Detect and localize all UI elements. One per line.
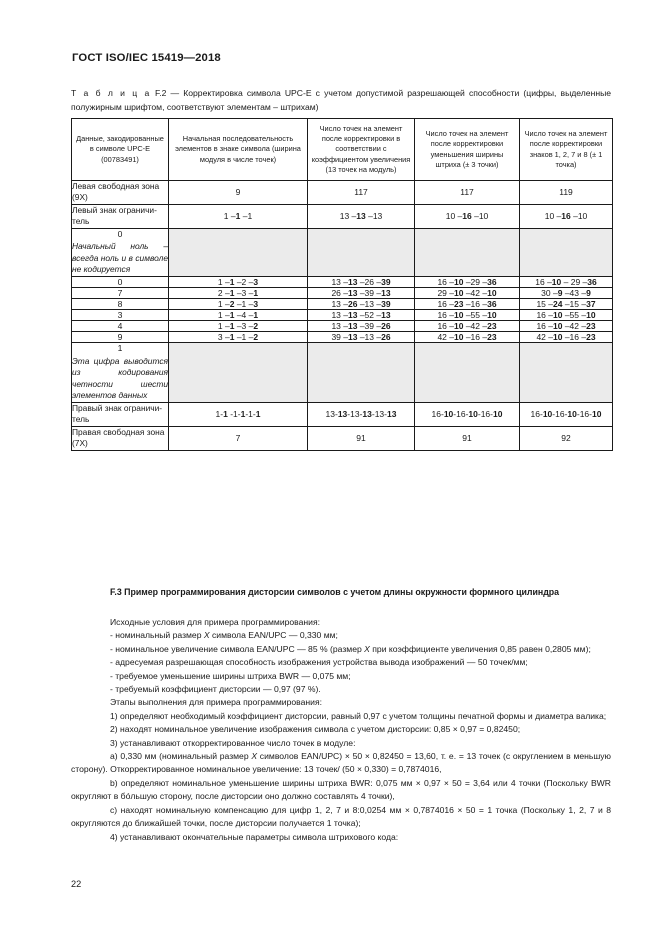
table-cell-digit: 9	[72, 332, 169, 343]
table-row	[72, 204, 613, 228]
table-cell-digit-note: 1 Эта цифра выводится из кодирования четности шести элементов данных	[72, 343, 169, 403]
table-cell-value: 42 –10 –16 –23	[415, 332, 520, 343]
table-cell-value: 29 –10 –42 –10	[415, 288, 520, 299]
table-cell-value: 13 –13 –26 –39	[308, 277, 415, 288]
table-cell-value: 26 –13 –39 –13	[308, 288, 415, 299]
table-cell-value: 3 –1 –1 –2	[169, 332, 308, 343]
table-cell-value: 16 –10 –42 –23	[415, 321, 520, 332]
table-row	[72, 181, 613, 205]
table-cell-value: 13 –13 –39 –26	[308, 321, 415, 332]
table-row	[72, 343, 613, 403]
table-cell-value: 13 –13 –13	[308, 204, 415, 228]
table-cell-value: 2 –1 –3 –1	[169, 288, 308, 299]
table-header-cell-4: Число точек на элемент после корректировки уменьшения ширины штриха (± 3 точки)	[415, 119, 520, 181]
step-3c: c) находят номинальную компенсацию для цифр 1, 2, 7 и 8:0,0254 мм × 0,7874016 × 50 = 1 точка (Поскольку 1, 2, 7 и 8 округляются до ближайшей точки, после дисторсии получается 1 точка);	[71, 804, 611, 829]
table-cell-digit-note: 0 Начальный ноль – всегда ноль и в символе не кодируется	[72, 228, 169, 276]
table-row	[72, 321, 613, 332]
table-cell-empty	[520, 343, 613, 403]
bullet-resolution: - адресуемая разрешающая способность изображения устройства вывода изображений — 50 точек/мм;	[110, 657, 528, 668]
table-cell-value: 119	[520, 181, 613, 205]
standard-header: ГОСТ ISO/IEC 15419—2018	[72, 52, 221, 64]
table-row	[72, 299, 613, 310]
bullet-bwr: - требуемое уменьшение ширины штриха BWR — 0,075 мм;	[110, 670, 351, 681]
table-cell-label: Правая свободная зона (7Х)	[72, 426, 169, 450]
paragraph-steps-intro: Этапы выполнения для примера программирования:	[110, 697, 322, 708]
table-row	[72, 288, 613, 299]
bullet-magnification: - номинальное увеличение символа EAN/UPC — 85 % (размер X при коэффициенте увеличения 0,85 равен 0,2805 мм);	[110, 643, 591, 654]
table-caption-text: — Корректировка символа UPC-E с учетом допустимой разрешающей способности (цифры, выделенные полужирным шрифтом, соответствуют элементам – штрихам)	[71, 88, 612, 112]
bullet-distortion: - требуемый коэффициент дисторсии — 0,97 (97 %).	[110, 684, 321, 695]
table-header-row	[72, 119, 613, 181]
table-cell-value: 30 –9 –43 –9	[520, 288, 613, 299]
paragraph-intro: Исходные условия для примера программирования:	[110, 617, 321, 627]
table-cell-value: 7	[169, 426, 308, 450]
table-cell-value: 39 –13 –13 –26	[308, 332, 415, 343]
table-f2	[71, 118, 613, 451]
table-row	[72, 332, 613, 343]
page-number: 22	[71, 879, 82, 889]
table-row	[72, 277, 613, 288]
body-text	[71, 616, 611, 844]
table-cell-value: 1 –1 –1	[169, 204, 308, 228]
table-caption-lead: Т а б л и ц а	[71, 88, 151, 98]
step-3b: b) определяют номинальное уменьшение ширины штриха BWR: 0,075 мм × 0,97 × 50 = 3,64 или 4 точки (Поскольку BWR округляют в бóльшую сторону, после дисторсии оно должно составлять 4 точки),	[71, 777, 611, 802]
table-cell-value: 13 –13 –52 –13	[308, 310, 415, 321]
table-header-cell-1: Данные, закодированные в символе UPC-E (00783491)	[72, 119, 169, 181]
table-body	[72, 181, 613, 451]
table-cell-empty	[415, 343, 520, 403]
table-cell-value: 16 –10 –55 –10	[415, 310, 520, 321]
table-cell-value: 16-10-16-10-16-10	[520, 402, 613, 426]
step-3: 3) устанавливают откорректированное число точек в модуле:	[110, 737, 356, 748]
table-cell-value: 117	[308, 181, 415, 205]
table-cell-value: 10 –16 –10	[415, 204, 520, 228]
table-row	[72, 426, 613, 450]
table-cell-label: Правый знак ограничи-тель	[72, 402, 169, 426]
table-cell-value: 16 –10 –42 –23	[520, 321, 613, 332]
table-cell-value: 1-1 -1-1-1-1	[169, 402, 308, 426]
table-row	[72, 402, 613, 426]
table-caption-number: F.2	[154, 88, 167, 98]
table-cell-empty	[308, 343, 415, 403]
bullet-x-size: - номинальный размер X символа EAN/UPC — 0,330 мм;	[110, 630, 338, 641]
table-cell-value: 16 –10 –55 –10	[520, 310, 613, 321]
table-cell-value: 10 –16 –10	[520, 204, 613, 228]
table-header-cell-5: Число точек на элемент после корректировки знаков 1, 2, 7 и 8 (± 1 точка)	[520, 119, 613, 181]
table-cell-empty	[308, 228, 415, 276]
table-cell-empty	[169, 228, 308, 276]
table-row	[72, 310, 613, 321]
step-1: 1) определяют необходимый коэффициент дисторсии, равный 0,97 с учетом толщины печатной формы и диаметра валика;	[110, 710, 607, 721]
table-cell-value: 13 –26 –13 –39	[308, 299, 415, 310]
table-cell-value: 117	[415, 181, 520, 205]
table-cell-empty	[520, 228, 613, 276]
step-2: 2) находят номинальное увеличение изображения символа с учетом дисторсии: 0,85 × 0,97 = 0,82450;	[110, 724, 521, 735]
table-cell-value: 91	[308, 426, 415, 450]
table-cell-value: 91	[415, 426, 520, 450]
table-cell-value: 42 –10 –16 –23	[520, 332, 613, 343]
table-cell-value: 16 –10 – 29 –36	[520, 277, 613, 288]
table-row	[72, 228, 613, 276]
table-cell-label: Левая свободная зона (9Х)	[72, 181, 169, 205]
table-header-cell-2: Начальная последовательность элементов в знаке символа (ширина модуля в числе точек)	[169, 119, 308, 181]
table-cell-value: 1 –1 –3 –2	[169, 321, 308, 332]
table-cell-value: 15 –24 –15 –37	[520, 299, 613, 310]
table-cell-empty	[169, 343, 308, 403]
table-cell-value: 16-10-16-10-16-10	[415, 402, 520, 426]
table-cell-label: Левый знак ограничи-тель	[72, 204, 169, 228]
table-cell-digit: 7	[72, 288, 169, 299]
step-3a: a) 0,330 мм (номинальный размер X символов EAN/UPC) × 50 × 0,82450 = 13,60, т. е. = 13 точек (с округлением в меньшую сторону). Откорректированное номинальное увеличение: 13 точек/ (50 × 0,330) = 0,7874016,	[71, 751, 612, 775]
table-cell-digit: 0	[72, 277, 169, 288]
table-cell-value: 9	[169, 181, 308, 205]
table-cell-digit: 4	[72, 321, 169, 332]
table-cell-digit: 8	[72, 299, 169, 310]
table-cell-value: 1 –2 –1 –3	[169, 299, 308, 310]
table-caption	[71, 87, 611, 114]
table-cell-value: 13-13-13-13-13-13	[308, 402, 415, 426]
step-4: 4) устанавливают окончательные параметры символа штрихового кода:	[110, 831, 399, 842]
table-cell-value: 16 –23 –16 –36	[415, 299, 520, 310]
table-cell-value: 92	[520, 426, 613, 450]
table-cell-value: 1 –1 –4 –1	[169, 310, 308, 321]
table-cell-empty	[415, 228, 520, 276]
section-heading: F.3 Пример программирования дисторсии символов с учетом длины окружности формного цилиндра	[110, 587, 560, 597]
table-cell-value: 1 –1 –2 –3	[169, 277, 308, 288]
table-cell-digit: 3	[72, 310, 169, 321]
table-header-cell-3: Число точек на элемент после корректировки в соответствии с коэффициентом увеличения (13 точек на модуль)	[308, 119, 415, 181]
table-cell-value: 16 –10 –29 –36	[415, 277, 520, 288]
